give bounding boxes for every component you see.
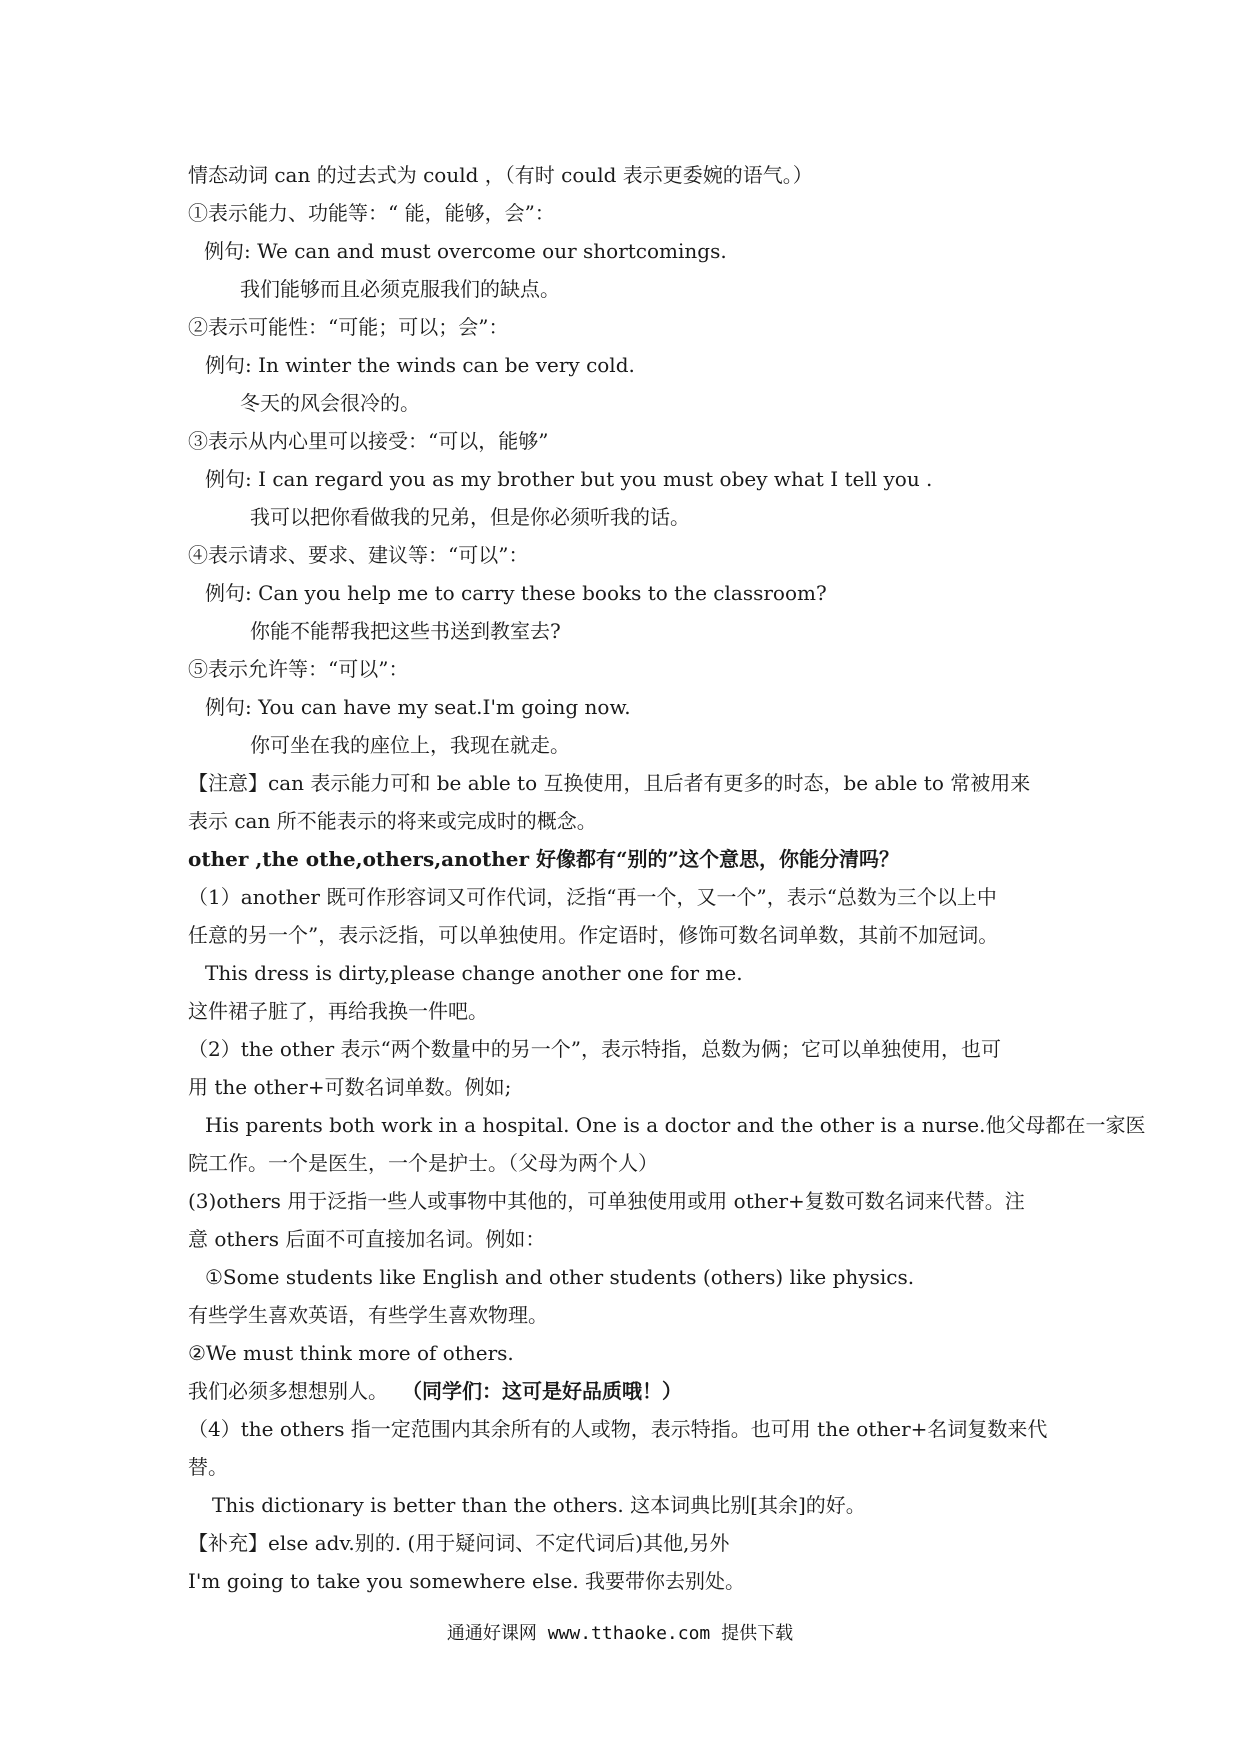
others-example-2: ②We must think more of others.: [188, 1341, 514, 1365]
the-other-translation: 院工作。一个是医生，一个是护士。（父母为两个人）: [188, 1151, 658, 1175]
the-other-rule-line-1: （2）the other 表示“两个数量中的另一个”，表示特指，总数为俩；它可以单独使用，也可: [188, 1037, 1001, 1061]
others-translation-2-text: 我们必须多想想别人。: [188, 1379, 388, 1403]
note-line-1: 【注意】can 表示能力可和 be able to 互换使用，且后者有更多的时态，be able to 常被用来: [188, 771, 1031, 795]
footer-download-note: 通通好课网 www.tthaoke.com 提供下载: [446, 1623, 794, 1644]
usage-5-heading: ⑤表示允许等：“可以”：: [188, 657, 409, 681]
others-rule-line-2: 意 others 后面不可直接加名词。例如：: [188, 1227, 546, 1251]
usage-1-translation: 我们能够而且必须克服我们的缺点。: [240, 277, 560, 301]
the-others-rule-line-2: 替。: [188, 1455, 228, 1479]
supplement-example: I'm going to take you somewhere else. 我要带你去别处。: [188, 1569, 746, 1593]
usage-3-example: 例句: I can regard you as my brother but you must obey what I tell you .: [205, 467, 933, 491]
usage-2-example: 例句: In winter the winds can be very cold.: [205, 353, 635, 377]
usage-3-translation: 我可以把你看做我的兄弟，但是你必须听我的话。: [250, 505, 690, 529]
usage-4-heading: ④表示请求、要求、建议等：“可以”：: [188, 543, 529, 567]
the-others-rule-line-1: （4）the others 指一定范围内其余所有的人或物，表示特指。也可用 the other+名词复数来代: [188, 1417, 1048, 1441]
others-translation-2: [188, 1377, 682, 1405]
the-others-example: This dictionary is better than the others. 这本词典比别[其余]的好。: [212, 1493, 866, 1517]
others-example-1: ①Some students like English and other students (others) like physics.: [205, 1265, 915, 1289]
usage-1-example: 例句: We can and must overcome our shortcomings.: [204, 239, 727, 263]
others-translation-1: 有些学生喜欢英语，有些学生喜欢物理。: [188, 1303, 548, 1327]
usage-4-translation: 你能不能帮我把这些书送到教室去?: [250, 619, 561, 643]
another-rule-line-2: 任意的另一个”，表示泛指，可以单独使用。作定语时，修饰可数名词单数，其前不加冠词。: [188, 923, 999, 947]
another-example: This dress is dirty,please change another one for me.: [205, 961, 743, 985]
usage-2-heading: ②表示可能性：“可能；可以；会”：: [188, 315, 509, 339]
usage-5-example: 例句: You can have my seat.I'm going now.: [205, 695, 631, 719]
note-line-2: 表示 can 所不能表示的将来或完成时的概念。: [188, 809, 597, 833]
supplement-line: 【补充】else adv.别的. (用于疑问词、不定代词后)其他,另外: [188, 1531, 730, 1555]
usage-1-heading: ①表示能力、功能等：“ 能，能够，会”：: [188, 201, 555, 225]
classmates-remark: （同学们：这可是好品质哦！）: [412, 1379, 682, 1403]
other-section-heading: other ,the othe,others,another 好像都有“别的”这个意思，你能分清吗？: [188, 847, 900, 871]
usage-5-translation: 你可坐在我的座位上，我现在就走。: [250, 733, 570, 757]
usage-2-translation: 冬天的风会很冷的。: [240, 391, 420, 415]
usage-4-example: 例句: Can you help me to carry these books to the classroom?: [205, 581, 827, 605]
intro-line: 情态动词 can 的过去式为 could ，（有时 could 表示更委婉的语气。）: [188, 163, 813, 187]
usage-3-heading: ③表示从内心里可以接受：“可以，能够”: [188, 429, 549, 453]
the-other-example: His parents both work in a hospital. One is a doctor and the other is a nurse.他父母都在一家医: [205, 1113, 1146, 1137]
another-translation: 这件裙子脏了，再给我换一件吧。: [188, 999, 488, 1023]
the-other-rule-line-2: 用 the other+可数名词单数。例如;: [188, 1075, 512, 1099]
another-rule-line-1: （1）another 既可作形容词又可作代词，泛指“再一个，又一个”，表示“总数为三个以上中: [188, 885, 997, 909]
others-rule-line-1: (3)others 用于泛指一些人或事物中其他的，可单独使用或用 other+复数可数名词来代替。注: [188, 1189, 1025, 1213]
